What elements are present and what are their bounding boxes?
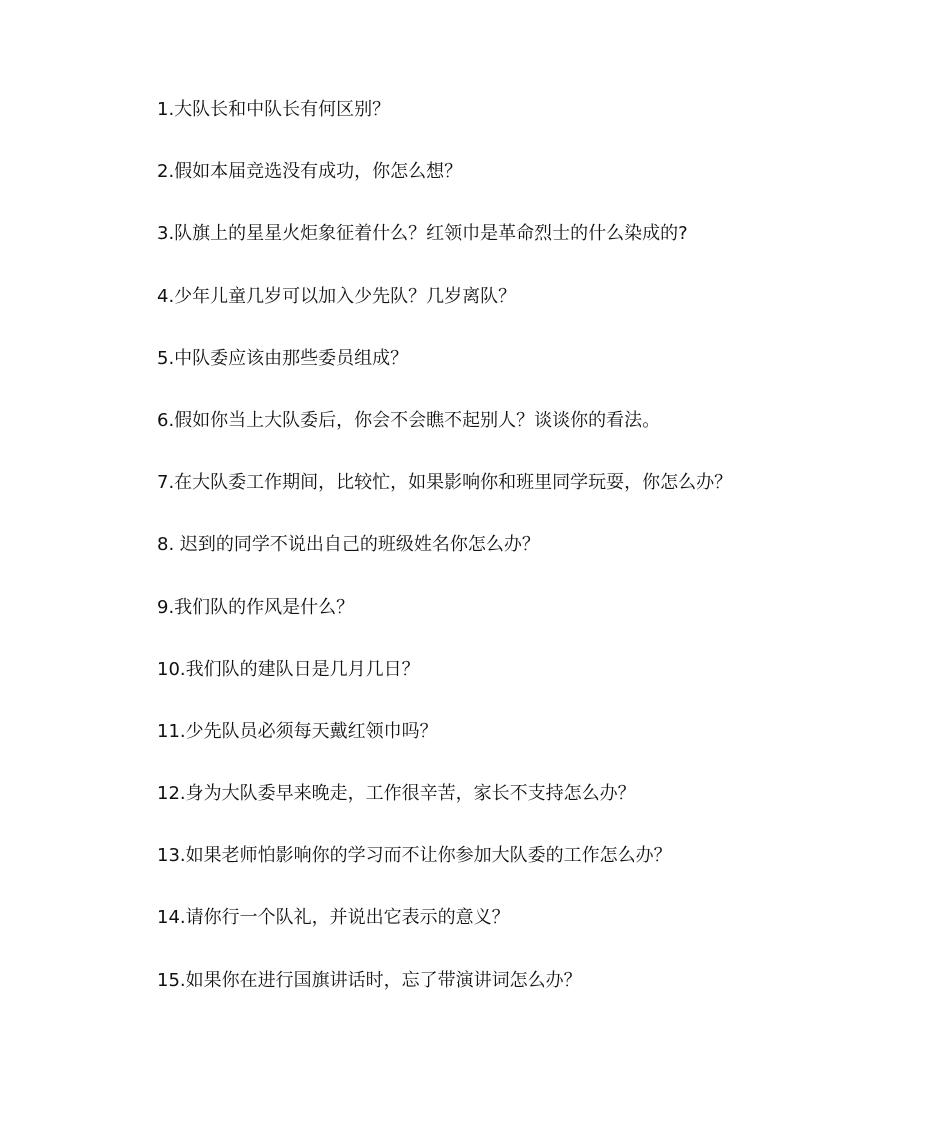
question-13: 13.如果老师怕影响你的学习而不让你参加大队委的工作怎么办？ (157, 845, 672, 867)
question-8: 8. 迟到的同学不说出自己的班级姓名你怎么办？ (157, 534, 540, 556)
question-3: 3.队旗上的星星火炬象征着什么？红领巾是革命烈士的什么染成的? (157, 223, 688, 245)
question-5: 5.中队委应该由那些委员组成？ (157, 347, 409, 369)
question-1: 1.大队长和中队长有何区别？ (157, 99, 391, 120)
question-10: 10.我们队的建队日是几月几日？ (157, 658, 420, 680)
question-list (157, 97, 732, 1030)
question-11: 11.少先队员必须每天戴红领巾吗？ (157, 720, 438, 742)
question-9: 9.我们队的作风是什么？ (157, 596, 355, 618)
question-14: 14.请你行一个队礼，并说出它表示的意义？ (157, 907, 510, 929)
question-4: 4.少年儿童几岁可以加入少先队？几岁离队？ (157, 285, 517, 307)
question-2: 2.假如本届竞选没有成功，你怎么想？ (157, 161, 463, 183)
question-15: 15.如果你在进行国旗讲话时，忘了带演讲词怎么办？ (157, 969, 582, 991)
question-12: 12.身为大队委早来晚走，工作很辛苦，家长不支持怎么办？ (157, 783, 636, 805)
question-6: 6.假如你当上大队委后，你会不会瞧不起别人？谈谈你的看法。 (157, 409, 661, 431)
question-7: 7.在大队委工作期间，比较忙，如果影响你和班里同学玩耍，你怎么办？ (157, 472, 733, 494)
